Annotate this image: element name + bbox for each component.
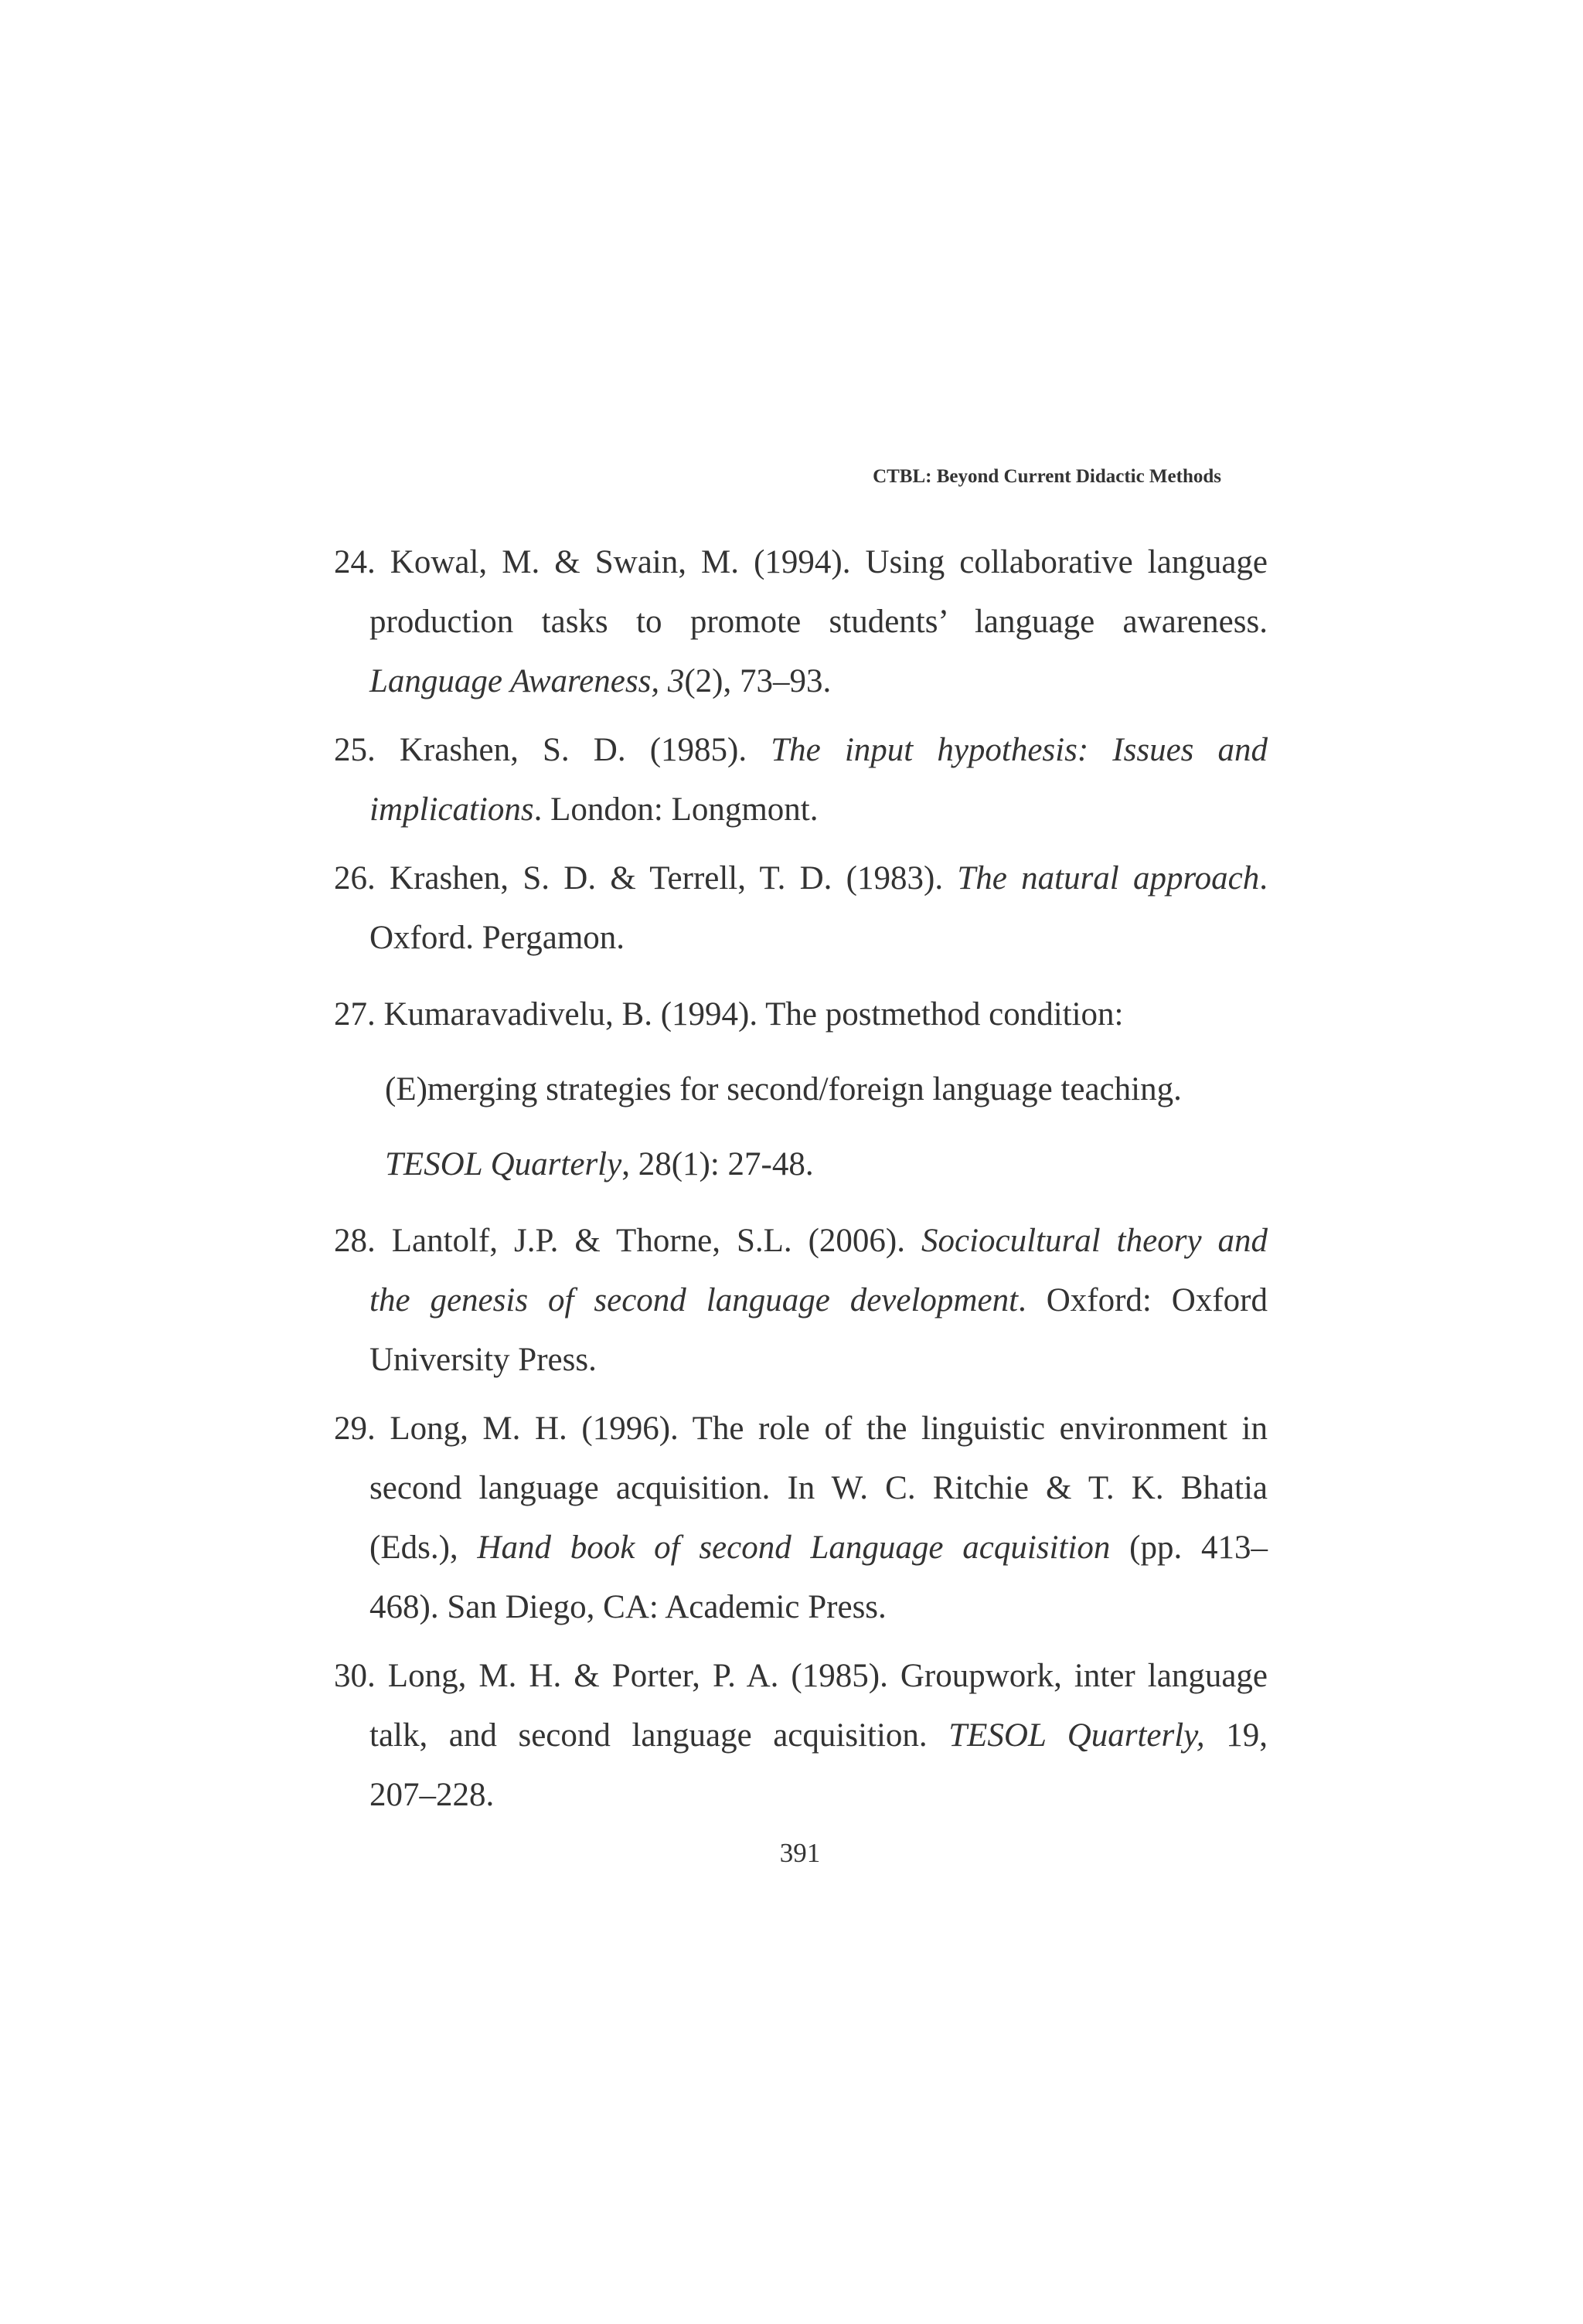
text-run: 29. Long, M. H. (1996). The role of the linguistic environment in: [334, 1410, 1268, 1447]
text-run: (pp. 413–: [1110, 1529, 1268, 1566]
text-run: 28. Lantolf, J.P. & Thorne, S.L. (2006).: [334, 1223, 921, 1259]
reference-line: [334, 1211, 1268, 1271]
reference-line: [334, 780, 1268, 839]
text-run: 24. Kowal, M. & Swain, M. (1994). Using collaborative language: [334, 544, 1268, 580]
reference-line: [334, 592, 1268, 652]
reference-line: [334, 1052, 1268, 1127]
reference-item: [334, 1399, 1268, 1637]
reference-item: [334, 1646, 1268, 1825]
italic-run: Sociocultural theory and: [921, 1223, 1268, 1259]
text-run: production tasks to promote students’ language awareness.: [369, 604, 1268, 640]
italic-run: the genesis of second language development: [369, 1282, 1019, 1319]
reference-item: [334, 977, 1268, 1202]
text-run: (E)merging strategies for second/foreign language teaching.: [385, 1071, 1182, 1108]
reference-line: [334, 849, 1268, 908]
reference-line: [334, 1458, 1268, 1518]
reference-line: [334, 1127, 1268, 1202]
running-head: CTBL: Beyond Current Didactic Methods: [873, 466, 1221, 487]
text-run: . London: Longmont.: [533, 791, 819, 828]
text-run: . Oxford: Oxford: [1018, 1282, 1268, 1319]
reference-list: [334, 533, 1268, 1825]
text-run: , 28(1): 27-48.: [621, 1146, 814, 1182]
italic-run: TESOL Quarterly,: [948, 1717, 1205, 1754]
text-run: .: [1259, 860, 1268, 897]
text-run: 468). San Diego, CA: Academic Press.: [369, 1589, 887, 1625]
reference-item: [334, 720, 1268, 839]
text-run: 207–228.: [369, 1777, 495, 1813]
reference-item: [334, 533, 1268, 711]
text-run: University Press.: [369, 1342, 597, 1378]
reference-line: [334, 1271, 1268, 1330]
text-run: 26. Krashen, S. D. & Terrell, T. D. (1983).: [334, 860, 958, 897]
text-run: 25. Krashen, S. D. (1985).: [334, 732, 771, 768]
text-run: (2), 73–93.: [684, 663, 832, 699]
reference-line: [334, 908, 1268, 968]
reference-line: [334, 533, 1268, 592]
text-run: (Eds.),: [369, 1529, 478, 1566]
reference-line: [334, 977, 1268, 1052]
italic-run: The input hypothesis: Issues and: [771, 732, 1268, 768]
italic-run: Hand book of second Language acquisition: [477, 1529, 1111, 1566]
reference-line: [334, 1399, 1268, 1458]
reference-line: [334, 1330, 1268, 1390]
text-run: 19,: [1204, 1717, 1268, 1754]
page-number: 391: [779, 1838, 821, 1868]
text-run: Oxford. Pergamon.: [369, 920, 625, 956]
reference-line: [334, 1518, 1268, 1577]
italic-run: implications: [369, 791, 534, 828]
text-run: 27. Kumaravadivelu, B. (1994). The postmethod condition:: [334, 996, 1124, 1033]
italic-run: Language Awareness, 3: [369, 663, 685, 699]
text-run: 30. Long, M. H. & Porter, P. A. (1985). Groupwork, inter language: [334, 1658, 1268, 1694]
text-run: second language acquisition. In W. C. Ritchie & T. K. Bhatia: [369, 1470, 1268, 1506]
reference-line: [334, 1706, 1268, 1765]
italic-run: The natural approach: [957, 860, 1260, 897]
italic-run: TESOL Quarterly: [385, 1146, 622, 1182]
reference-item: [334, 849, 1268, 968]
reference-item: [334, 1211, 1268, 1390]
reference-line: [334, 652, 1268, 711]
reference-line: [334, 1577, 1268, 1637]
reference-line: [334, 1765, 1268, 1825]
reference-line: [334, 1646, 1268, 1706]
text-run: talk, and second language acquisition.: [369, 1717, 949, 1754]
reference-line: [334, 720, 1268, 780]
